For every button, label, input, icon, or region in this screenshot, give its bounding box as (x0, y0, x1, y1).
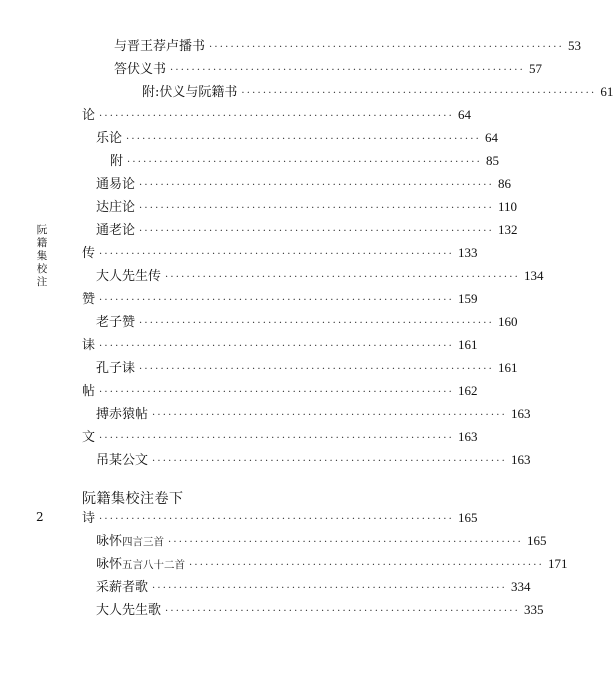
dot-leader: ·································································· (99, 387, 455, 398)
dot-leader: ·································································· (99, 433, 455, 444)
toc-entry-page: 64 (458, 107, 472, 122)
toc-entry[interactable] (82, 508, 478, 528)
toc-entry[interactable] (96, 174, 512, 194)
running-header: 阮籍集校注 (36, 224, 48, 288)
toc-entry[interactable] (82, 105, 472, 125)
toc-entry-title-main: 咏怀 (96, 557, 123, 572)
toc-entry[interactable] (82, 427, 478, 447)
toc-entry[interactable] (82, 243, 478, 263)
dot-leader: ·································································· (99, 514, 455, 525)
toc-entry[interactable] (96, 531, 547, 551)
toc-entry[interactable] (96, 450, 531, 470)
toc-entry-page: 161 (458, 337, 478, 352)
toc-entry-title-note: 四言三首 (122, 536, 165, 548)
toc-entry-title: 传 (82, 246, 96, 261)
toc-entry-title: 达庄论 (96, 200, 136, 215)
toc-entry-title: 附 (110, 154, 124, 169)
toc-entry[interactable] (96, 128, 499, 148)
dot-leader: ·································································· (139, 203, 495, 214)
toc-entry-page: 61 (600, 84, 613, 99)
toc-entry[interactable] (110, 151, 500, 171)
toc-entry-page: 132 (498, 222, 518, 237)
section-title: 阮籍集校注卷下 (82, 491, 184, 507)
toc-entry[interactable] (96, 358, 518, 378)
dot-leader: ·································································· (139, 180, 495, 191)
toc-entry-page: 57 (529, 61, 543, 76)
dot-leader: ·································································· (126, 134, 482, 145)
dot-leader: ·································································· (139, 364, 495, 375)
toc-entry-title: 帖 (82, 384, 96, 399)
toc-entry-page: 334 (511, 579, 531, 594)
dot-leader: ·································································· (152, 456, 508, 467)
toc-entry-title: 吊某公文 (96, 453, 149, 468)
toc-entry-title: 乐论 (96, 131, 123, 146)
toc-entry-title: 搏赤猿帖 (96, 407, 149, 422)
dot-leader: ·································································· (165, 272, 521, 283)
toc-entry-page: 335 (524, 602, 544, 617)
toc-entry-title: 诗 (82, 511, 96, 526)
dot-leader: ·································································· (168, 537, 524, 548)
toc-entry-title: 文 (82, 430, 96, 445)
dot-leader: ·································································· (189, 560, 545, 571)
dot-leader: ·································································· (241, 88, 597, 99)
toc-entry-page: 165 (458, 510, 478, 525)
dot-leader: ·································································· (152, 583, 508, 594)
toc-entry[interactable] (96, 266, 544, 286)
toc-entry-title (96, 532, 164, 552)
toc-entry-page: 163 (458, 429, 478, 444)
page-number: 2 (36, 510, 44, 524)
dot-leader: ·································································· (127, 157, 483, 168)
toc-entry-title: 与晋王荐卢播书 (114, 39, 206, 54)
toc-entry-page: 163 (511, 406, 531, 421)
toc-entry-page: 161 (498, 360, 518, 375)
toc-entry-title-note: 五言八十二首 (122, 559, 186, 571)
toc-entry[interactable] (82, 289, 478, 309)
toc-entry[interactable] (96, 220, 518, 240)
toc-entry-title: 答伏义书 (114, 62, 167, 77)
dot-leader: ·································································· (152, 410, 508, 421)
dot-leader: ·································································· (165, 606, 521, 617)
toc-entry[interactable] (96, 600, 544, 620)
toc-entry[interactable] (82, 381, 478, 401)
toc-entry-title: 大人先生歌 (96, 603, 162, 618)
toc-entry-title: 赞 (82, 292, 96, 307)
toc-entry[interactable] (142, 82, 613, 102)
toc-entry-title: 大人先生传 (96, 269, 162, 284)
toc-entry-page: 134 (524, 268, 544, 283)
toc-entry-page: 159 (458, 291, 478, 306)
toc-entry-page: 64 (485, 130, 499, 145)
toc-entry[interactable] (96, 554, 568, 574)
dot-leader: ·································································· (139, 318, 495, 329)
toc-entry[interactable] (96, 404, 531, 424)
toc-entry-page: 133 (458, 245, 478, 260)
dot-leader: ·································································· (139, 226, 495, 237)
toc-entry[interactable] (114, 59, 543, 79)
toc-entry-title (96, 555, 185, 575)
toc-entry[interactable] (96, 197, 518, 217)
dot-leader: ·································································· (209, 42, 565, 53)
toc-entry-page: 85 (486, 153, 500, 168)
toc-entry-title: 通老论 (96, 223, 136, 238)
toc-entry-title: 采薪者歌 (96, 580, 149, 595)
toc-entry-page: 165 (527, 533, 547, 548)
toc-entry-title: 通易论 (96, 177, 136, 192)
toc-entry-title: 论 (82, 108, 96, 123)
toc-entry-page: 163 (511, 452, 531, 467)
toc-entry[interactable] (82, 335, 478, 355)
dot-leader: ·································································· (170, 65, 526, 76)
toc-entry-title: 孔子诔 (96, 361, 136, 376)
toc-entry-page: 53 (568, 38, 582, 53)
toc-entry-title: 老子赞 (96, 315, 136, 330)
toc-entry-page: 86 (498, 176, 512, 191)
toc-entry-page: 110 (498, 199, 518, 214)
toc-entry-page: 160 (498, 314, 518, 329)
dot-leader: ·································································· (99, 111, 455, 122)
dot-leader: ·································································· (99, 249, 455, 260)
toc-entry-title: 诔 (82, 338, 96, 353)
dot-leader: ·································································· (99, 341, 455, 352)
toc-entry[interactable] (96, 577, 531, 597)
toc-entry[interactable] (96, 312, 518, 332)
dot-leader: ·································································· (99, 295, 455, 306)
toc-entry[interactable] (114, 36, 582, 56)
toc-entry-page: 171 (548, 556, 568, 571)
toc-entry-title-main: 咏怀 (96, 534, 123, 549)
toc-entry-title: 附:伏义与阮籍书 (142, 85, 238, 100)
toc-entry-page: 162 (458, 383, 478, 398)
